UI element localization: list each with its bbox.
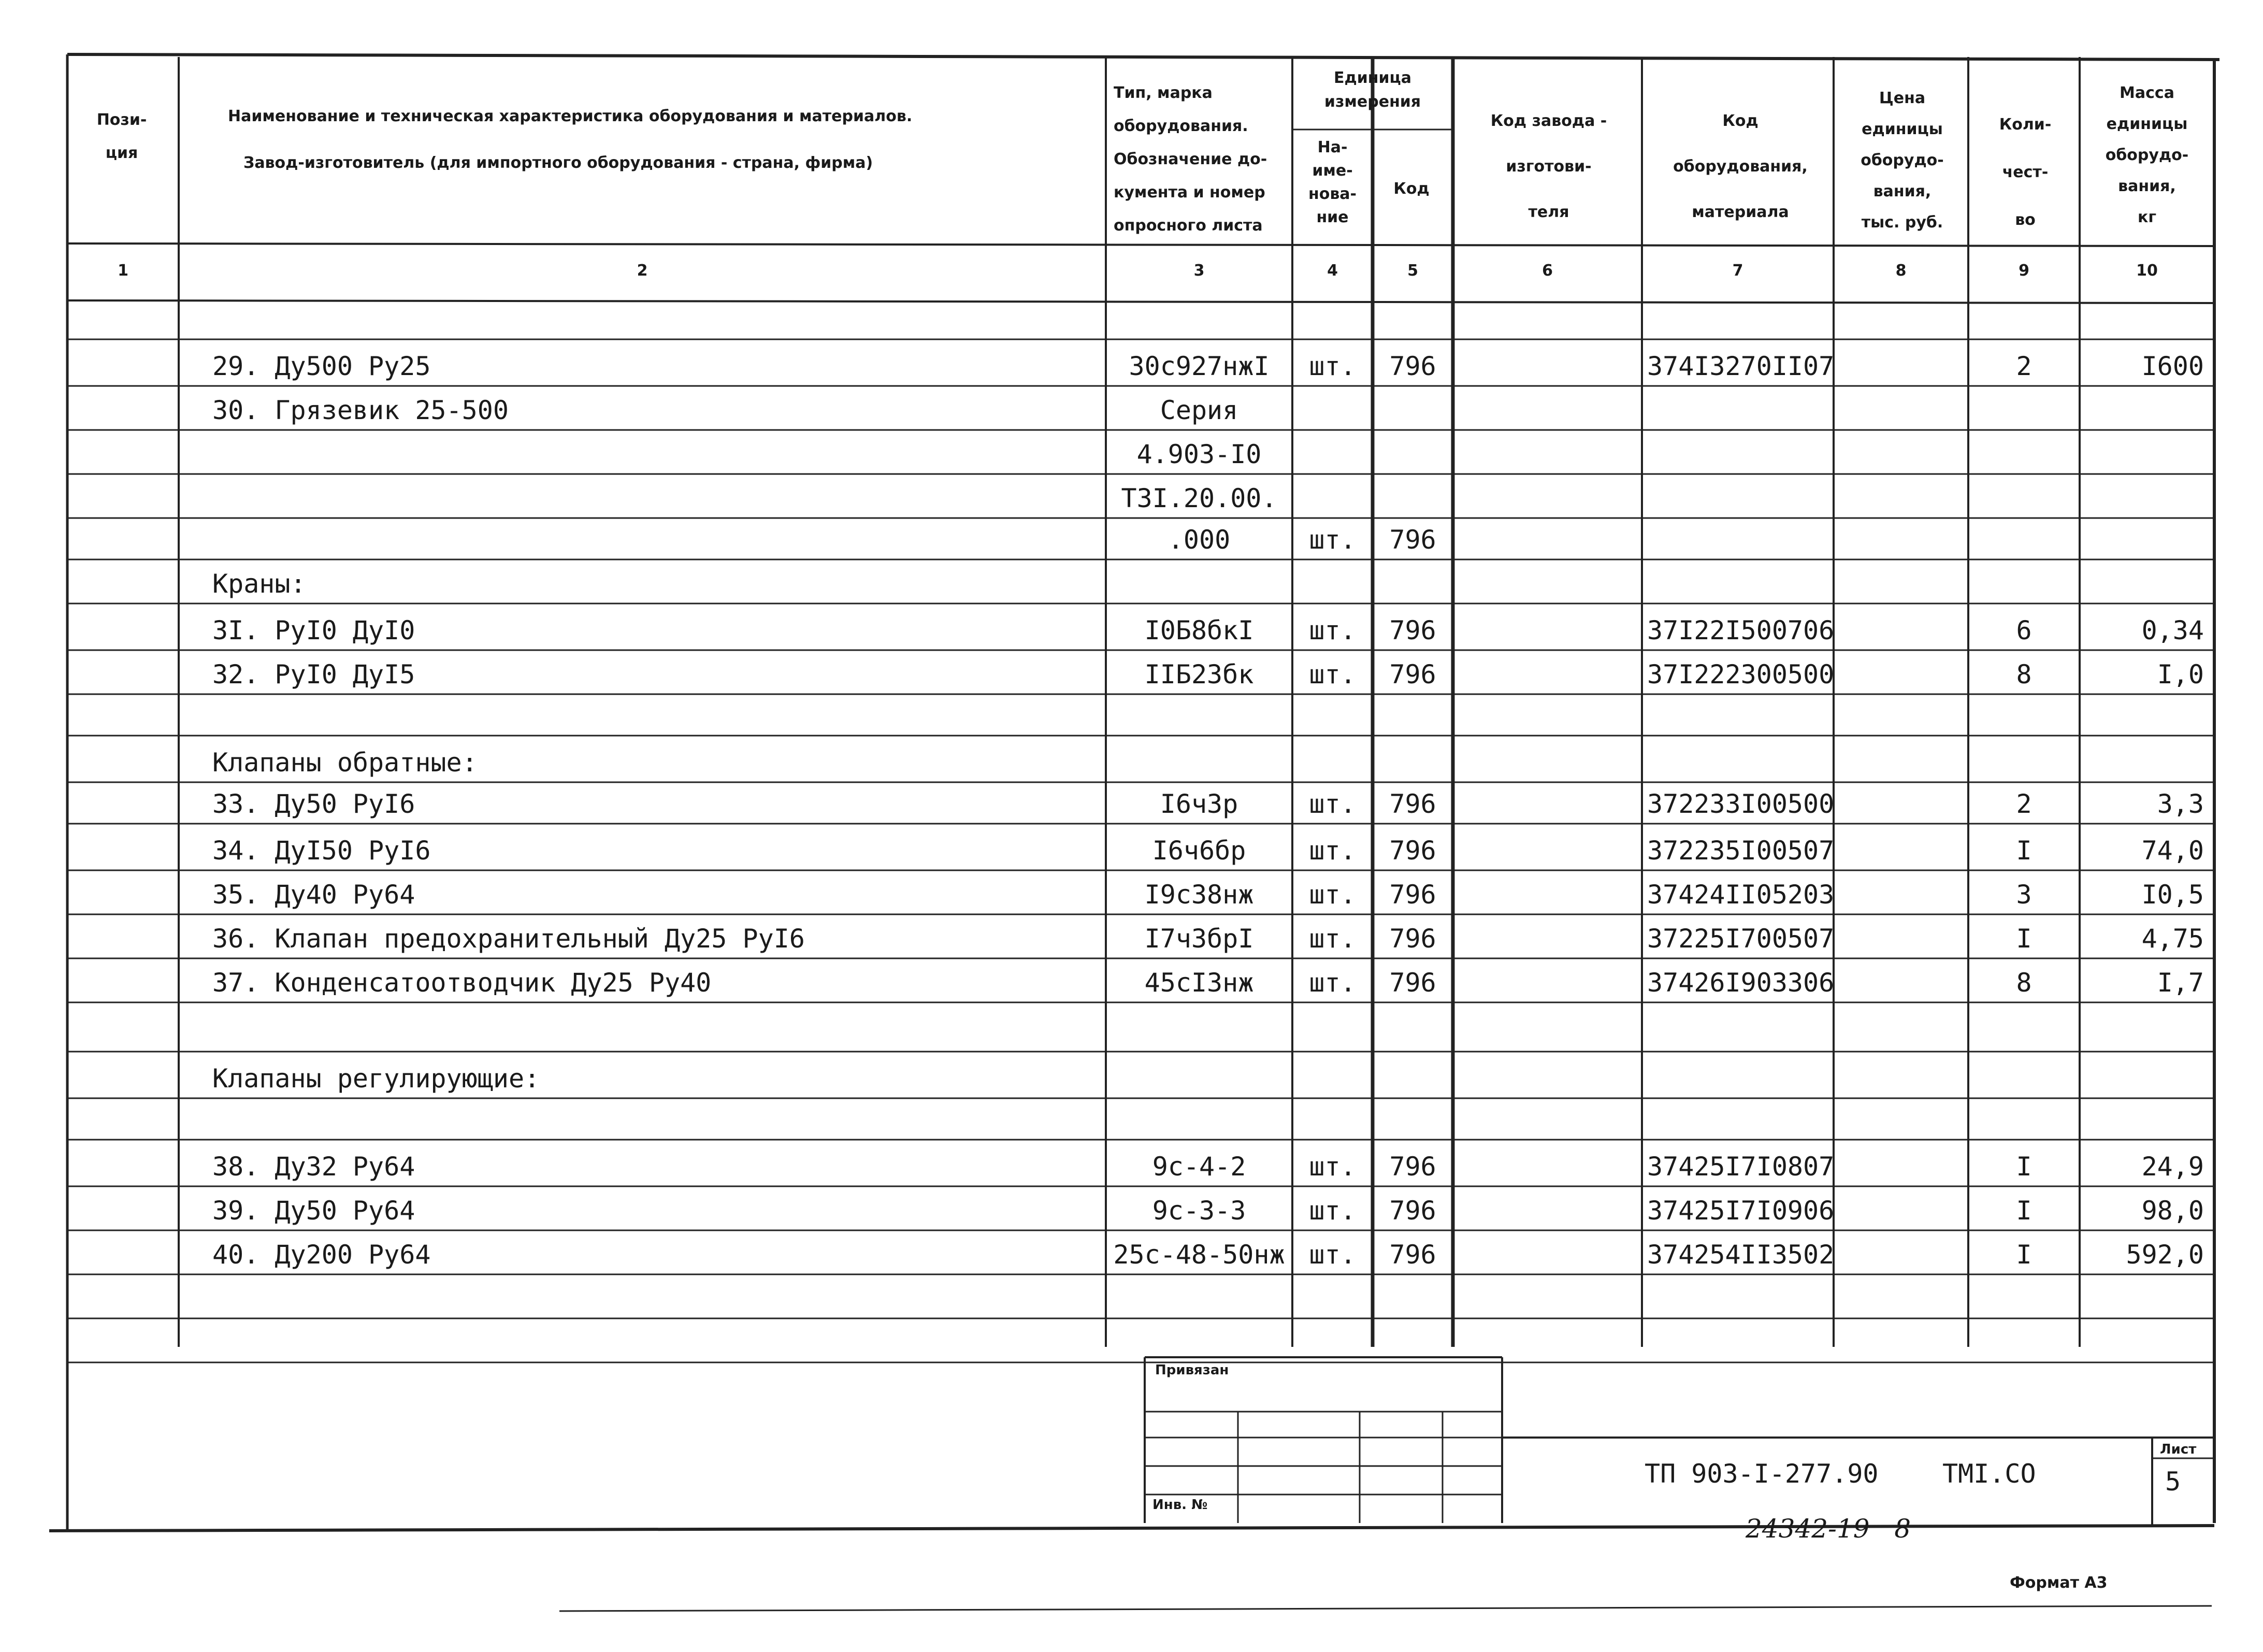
row-mass: 3,3 (2157, 789, 2204, 819)
row-type: I7ч3брI (1144, 924, 1254, 954)
row-unit: шт. (1309, 789, 1356, 819)
row-quantity: I (2016, 836, 2032, 866)
row-equipment-code: 372235I00507 (1647, 836, 1835, 866)
row-name: 34. ДуI50 РуI6 (212, 836, 431, 866)
row-quantity: I (2016, 1240, 2032, 1270)
row-name: 36. Клапан предохранительный Ду25 РуI6 (212, 924, 805, 954)
row-type: I6ч3р (1160, 789, 1238, 819)
row-quantity: I (2016, 924, 2032, 954)
row-unit-code: 796 (1389, 1240, 1436, 1270)
handwritten-number: 24342-19 8 (1746, 1514, 1911, 1544)
row-type: Т3I.20.00. (1121, 483, 1277, 513)
row-type: 30с927нжI (1129, 351, 1270, 381)
row-quantity: 8 (2016, 968, 2032, 998)
row-name: 3I. РуI0 ДуI0 (212, 615, 415, 645)
row-mass: I,7 (2157, 968, 2204, 998)
header-bottom-line (67, 243, 2214, 246)
row-quantity: 2 (2016, 351, 2032, 381)
row-quantity: 3 (2016, 880, 2032, 910)
row-unit-code: 796 (1389, 1196, 1436, 1226)
row-mass: 98,0 (2141, 1196, 2204, 1226)
header-unit-name: На- име- нова- ние (1308, 138, 1357, 226)
header-equipment-code: Код оборудования, материала (1673, 112, 1808, 221)
row-name: 39. Ду50 Ру64 (212, 1196, 415, 1226)
column-number: 8 (1895, 262, 1907, 280)
row-quantity: 2 (2016, 789, 2032, 819)
row-unit: шт. (1309, 1152, 1356, 1182)
row-type: 45сI3нж (1144, 968, 1254, 998)
row-name: Краны: (212, 569, 306, 599)
column-number: 2 (637, 262, 648, 280)
sheet-number: 5 (2165, 1467, 2181, 1497)
row-mass: 74,0 (2141, 836, 2204, 866)
row-equipment-code: 37225I700507 (1647, 924, 1835, 954)
column-number: 5 (1407, 262, 1418, 280)
row-mass: I600 (2141, 351, 2204, 381)
row-type: Серия (1160, 395, 1238, 425)
row-mass: 592,0 (2126, 1240, 2204, 1270)
row-type: I9с38нж (1144, 880, 1254, 910)
header-type: Тип, марка оборудования. Обозначение до- кумента и номер опросного листа (1114, 84, 1267, 235)
header-plant-code: Код завода - изготови- теля (1490, 112, 1607, 221)
row-unit-code: 796 (1389, 351, 1436, 381)
row-equipment-code: 37I22I500706 (1647, 615, 1835, 645)
column-number: 1 (118, 262, 128, 280)
column-number: 6 (1542, 262, 1553, 280)
row-type: .000 (1167, 525, 1231, 555)
row-unit-code: 796 (1389, 836, 1436, 866)
frame-top-line (67, 54, 2219, 60)
header-name-line1: Наименование и техническая характеристика оборудования и материалов. (228, 107, 913, 125)
row-unit-code: 796 (1389, 525, 1436, 555)
row-type: 25с-48-50нж (1113, 1240, 1285, 1270)
row-name: Клапаны регулирующие: (212, 1064, 540, 1094)
document-code: ТП 903-I-277.90 (1645, 1459, 1879, 1489)
row-unit: шт. (1309, 525, 1356, 555)
row-type: 9с-4-2 (1152, 1152, 1246, 1182)
header-price: Цена единицы оборудо- вания, тыс. руб. (1861, 89, 1944, 232)
row-mass: I,0 (2157, 659, 2204, 689)
row-name: 40. Ду200 Ру64 (212, 1240, 431, 1270)
row-name: 29. Ду500 Ру25 (212, 351, 431, 381)
document-part: ТМI.СО (1942, 1459, 2036, 1489)
row-type: I6ч6бр (1152, 836, 1246, 866)
sheet-label: Лист (2160, 1442, 2197, 1457)
row-quantity: 6 (2016, 615, 2032, 645)
row-quantity: 8 (2016, 659, 2032, 689)
row-unit: шт. (1309, 968, 1356, 998)
row-unit-code: 796 (1389, 880, 1436, 910)
row-unit-code: 796 (1389, 924, 1436, 954)
row-unit: шт. (1309, 880, 1356, 910)
column-number: 9 (2019, 262, 2029, 280)
row-equipment-code: 37I222300500 (1647, 659, 1835, 689)
row-equipment-code: 37425I7I0807 (1647, 1152, 1835, 1182)
row-unit: шт. (1309, 615, 1356, 645)
row-unit: шт. (1309, 836, 1356, 866)
column-number: 10 (2136, 262, 2158, 280)
header-position: Пози- ция (96, 111, 147, 162)
row-equipment-code: 374254II3502 (1647, 1240, 1835, 1270)
row-equipment-code: 37425I7I0906 (1647, 1196, 1835, 1226)
header-unit-group: Единица измерения (1324, 69, 1421, 111)
row-quantity: I (2016, 1196, 2032, 1226)
row-equipment-code: 37426I903306 (1647, 968, 1835, 998)
row-unit-code: 796 (1389, 1152, 1436, 1182)
row-name: Клапаны обратные: (212, 748, 478, 778)
header-name-line2: Завод-изготовитель (для импортного оборудования - страна, фирма) (243, 154, 873, 172)
stamp-privyazan-label: Привязан (1155, 1362, 1229, 1378)
footer-line (559, 1606, 2212, 1611)
row-mass: I0,5 (2141, 880, 2204, 910)
header-unit-code: Код (1393, 180, 1430, 198)
header-mass: Масса единицы оборудо- вания, кг (2105, 84, 2189, 226)
row-name: 37. Конденсатоотводчик Ду25 Ру40 (212, 968, 712, 998)
column-number: 7 (1732, 262, 1743, 280)
row-equipment-code: 374I3270II07 (1647, 351, 1835, 381)
column-numbers-bottom-line (67, 300, 2214, 303)
row-name: 30. Грязевик 25-500 (212, 395, 509, 425)
format-label: Формат А3 (2010, 1574, 2108, 1592)
row-name: 32. РуI0 ДуI5 (212, 659, 415, 689)
row-unit: шт. (1309, 659, 1356, 689)
row-type: IIБ23бк (1144, 659, 1254, 689)
row-equipment-code: 37424II05203 (1647, 880, 1835, 910)
row-mass: 0,34 (2141, 615, 2204, 645)
row-mass: 24,9 (2141, 1152, 2204, 1182)
header-quantity: Коли- чест- во (1999, 116, 2052, 229)
row-name: 33. Ду50 РуI6 (212, 789, 415, 819)
row-name: 35. Ду40 Ру64 (212, 880, 415, 910)
row-unit-code: 796 (1389, 615, 1436, 645)
stamp-inventory-label: Инв. № (1152, 1497, 1208, 1513)
row-type: I0Б8бкI (1144, 615, 1254, 645)
row-unit-code: 796 (1389, 789, 1436, 819)
row-unit: шт. (1309, 1240, 1356, 1270)
row-type: 4.903-I0 (1136, 439, 1262, 469)
row-mass: 4,75 (2141, 924, 2204, 954)
row-unit-code: 796 (1389, 659, 1436, 689)
row-unit: шт. (1309, 924, 1356, 954)
row-equipment-code: 372233I00500 (1647, 789, 1835, 819)
row-quantity: I (2016, 1152, 2032, 1182)
column-number: 3 (1193, 262, 1205, 280)
row-unit: шт. (1309, 351, 1356, 381)
row-unit-code: 796 (1389, 968, 1436, 998)
column-number: 4 (1327, 262, 1338, 280)
row-type: 9с-3-3 (1152, 1196, 1246, 1226)
row-unit: шт. (1309, 1196, 1356, 1226)
row-name: 38. Ду32 Ру64 (212, 1152, 415, 1182)
